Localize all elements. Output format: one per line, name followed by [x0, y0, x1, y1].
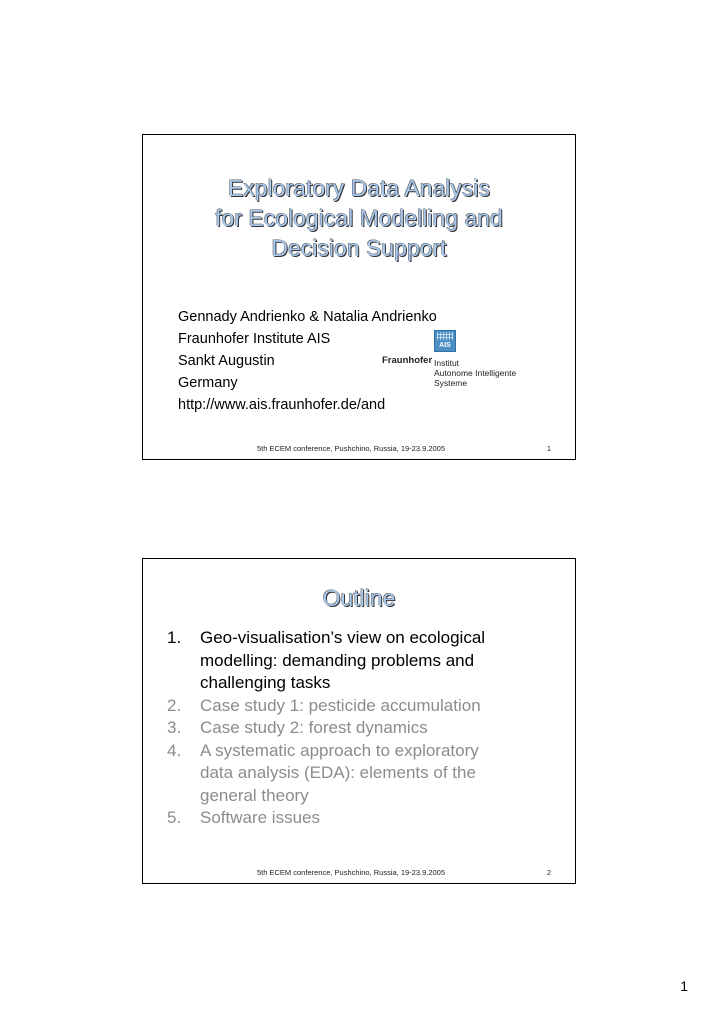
title-line: Decision Support [271, 235, 447, 261]
outline-item-text [200, 627, 555, 695]
author-names: Gennady Andrienko & Natalia Andrienko [178, 309, 437, 325]
slide-1 [142, 134, 576, 460]
fraunhofer-ais-logo [382, 330, 532, 390]
outline-list [167, 627, 555, 830]
institute-lines [434, 358, 516, 388]
outline-item-line: modelling: demanding problems and [200, 650, 475, 670]
outline-item [167, 717, 555, 740]
ais-badge-icon [434, 330, 456, 352]
outline-item-line: data analysis (EDA): elements of the [200, 763, 476, 782]
institute-line: Autonome Intelligente [434, 368, 517, 378]
outline-item-line: Software issues [200, 808, 320, 827]
institute-line: Systeme [434, 378, 468, 388]
slide-number: 2 [546, 868, 551, 877]
outline-item [167, 740, 555, 808]
outline-item-number: 2. [167, 695, 182, 715]
title-line: Outline [322, 585, 396, 611]
outline-item-line: Case study 1: pesticide accumulation [200, 695, 481, 715]
outline-item-line: Case study 2: forest dynamics [200, 718, 428, 737]
outline-item-number: 3. [167, 718, 182, 737]
title-line: for Ecological Modelling and [215, 205, 503, 231]
slide-number: 1 [546, 444, 551, 453]
slide-2-title [143, 583, 575, 613]
outline-item-text [200, 717, 555, 740]
fraunhofer-brand: Fraunhofer [382, 355, 433, 366]
country: Germany [178, 375, 238, 391]
outline-item-number: 4. [167, 740, 182, 760]
conference-footer: 5th ECEM conference, Pushchino, Russia, 19-23.9.2005 [257, 444, 446, 453]
slide-1-title [143, 173, 575, 263]
outline-item-line: general theory [200, 785, 309, 805]
outline-item [167, 695, 555, 718]
conference-footer: 5th ECEM conference, Pushchino, Russia, 19-23.9.2005 [257, 868, 446, 877]
outline-item-number: 1. [167, 628, 182, 647]
institute-name: Fraunhofer Institute AIS [178, 331, 331, 347]
institute-line: Institut [434, 358, 460, 368]
ais-badge-text: AIS [439, 342, 451, 349]
city: Sankt Augustin [178, 353, 275, 369]
page-number: 1 [680, 978, 688, 994]
outline-item-line: A systematic approach to exploratory [200, 740, 479, 760]
outline-item-line: Geo-visualisation’s view on ecological [200, 628, 486, 647]
outline-item-text [200, 740, 555, 808]
slide-2 [142, 558, 576, 884]
title-line: Exploratory Data Analysis [227, 175, 491, 201]
outline-item-text [200, 807, 555, 830]
outline-item [167, 627, 555, 695]
outline-item [167, 807, 555, 830]
outline-item-line: challenging tasks [200, 673, 331, 692]
outline-item-text [200, 695, 555, 718]
outline-item-number: 5. [167, 808, 182, 827]
website-link[interactable]: http://www.ais.fraunhofer.de/and [178, 397, 386, 413]
